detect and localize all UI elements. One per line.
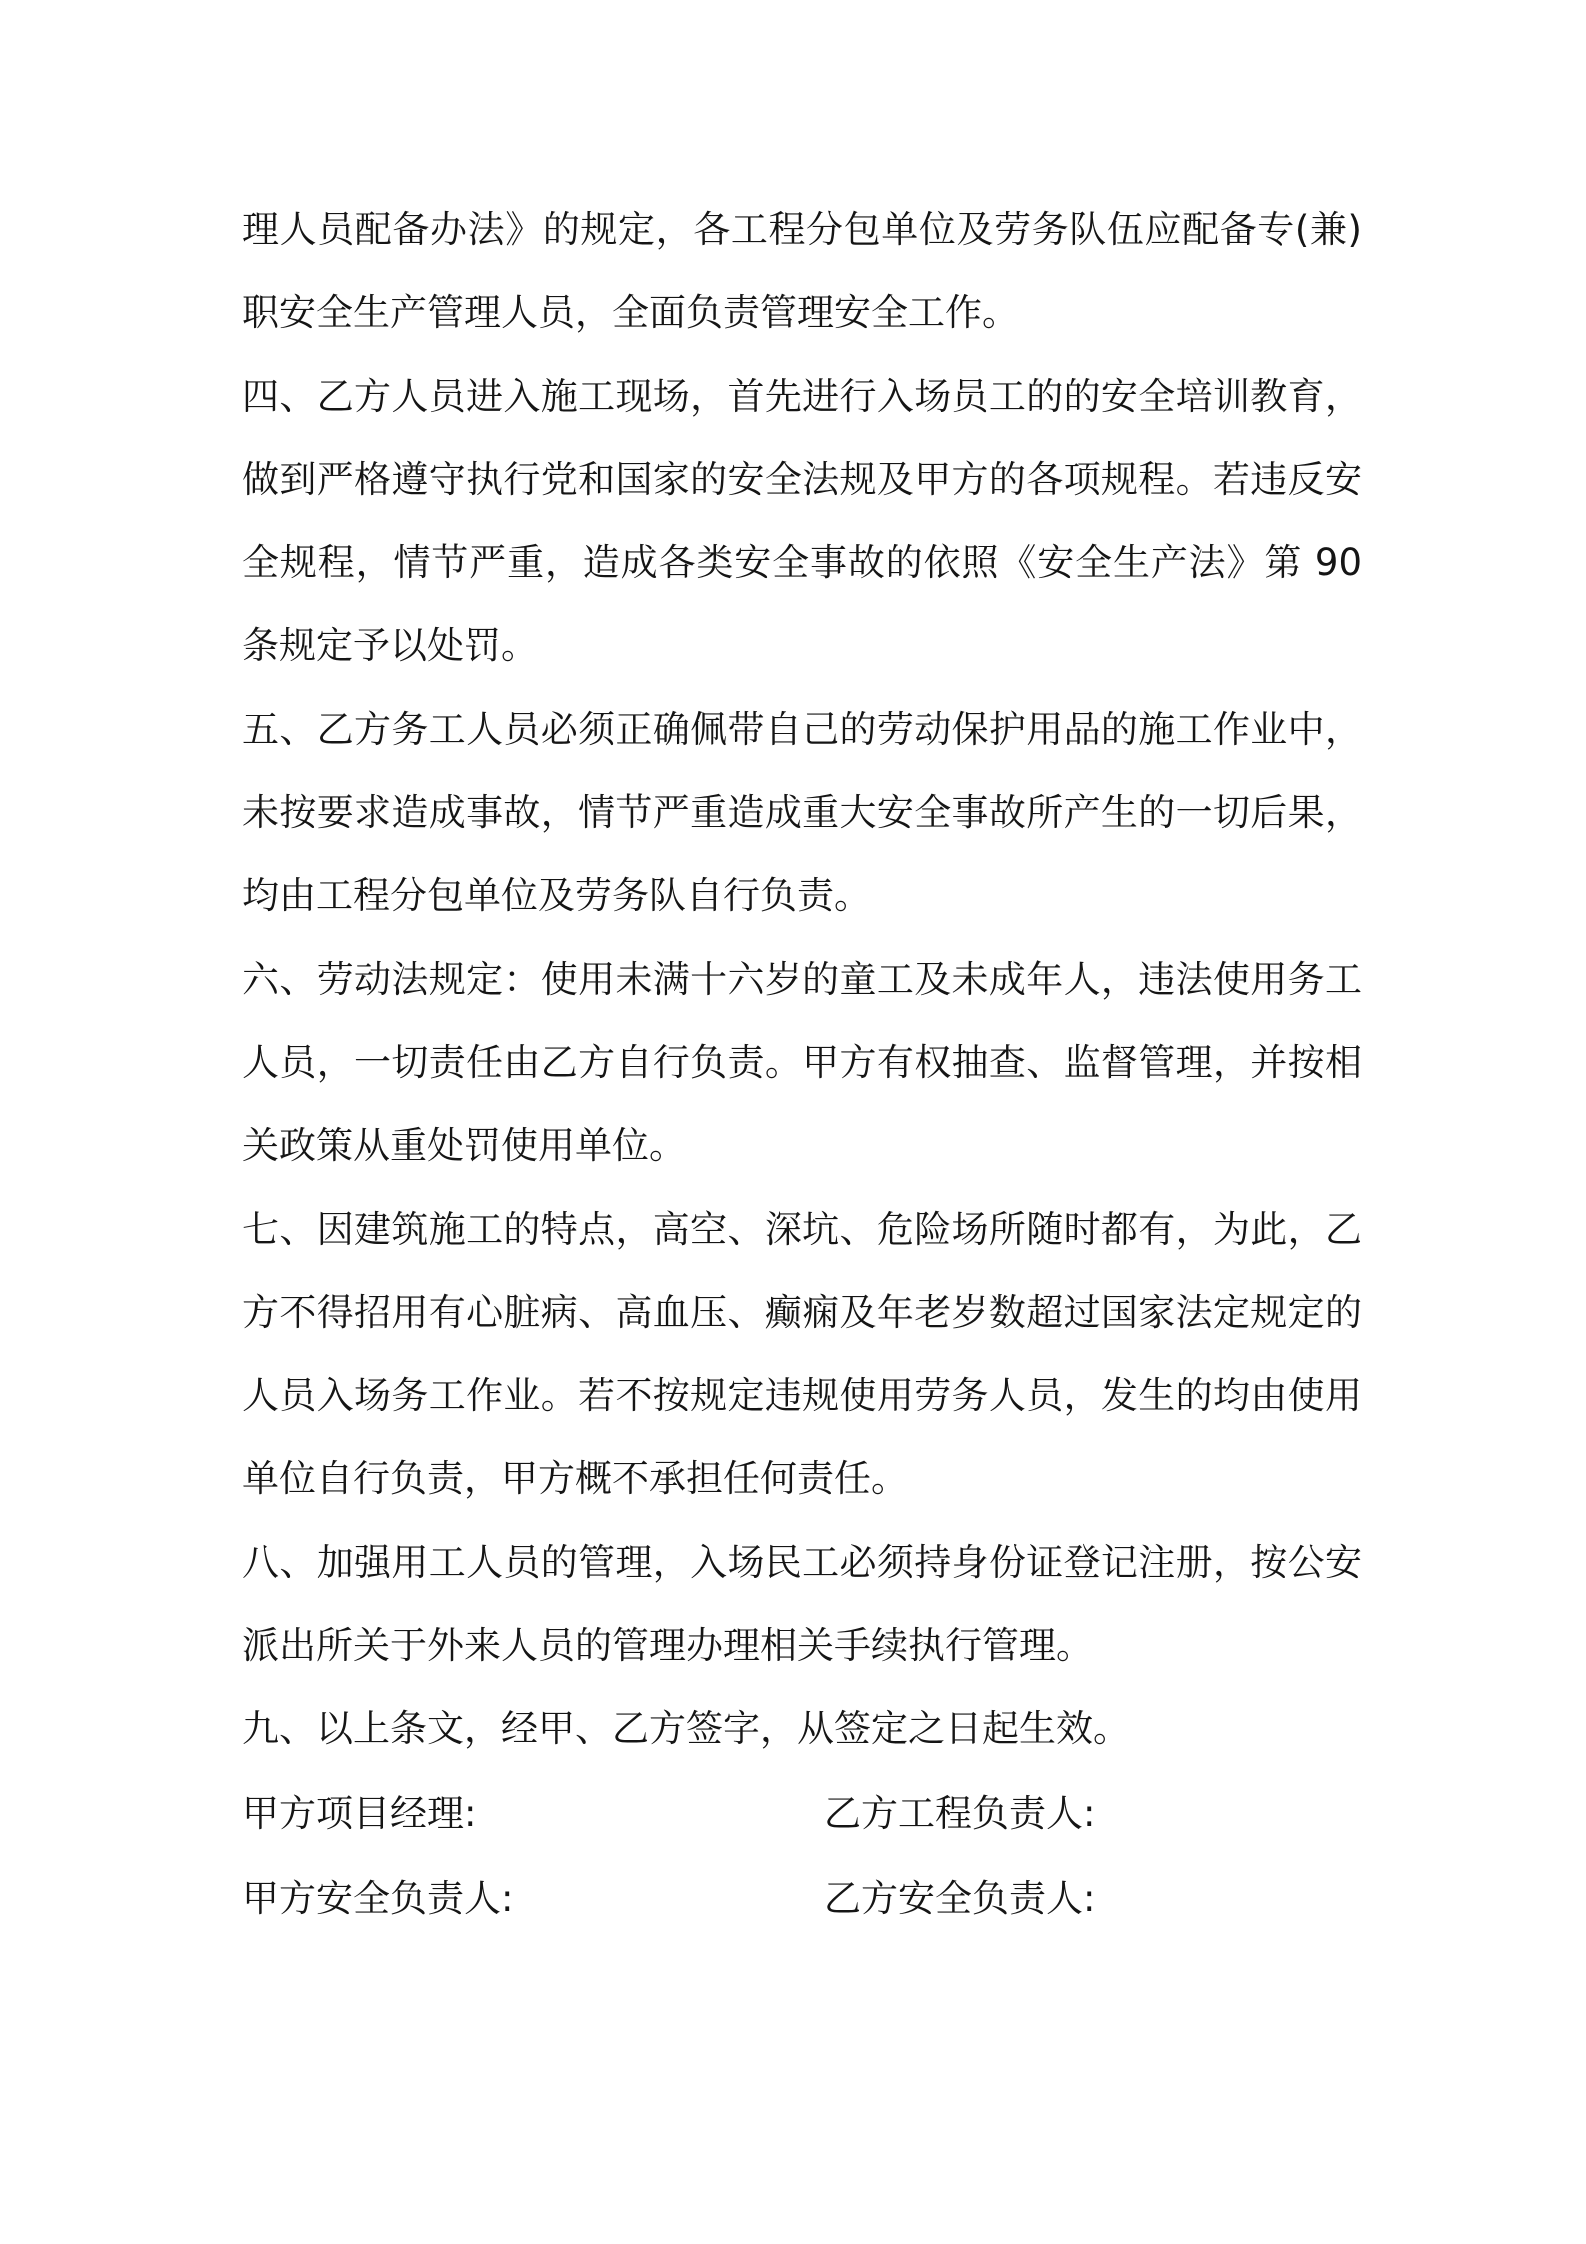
body-line-5: 全规程，情节严重，造成各类安全事故的依照《安全生产法》第 90 [242,541,1362,585]
signature-row-1 [242,1771,1362,1856]
body-line-15: 人员入场务工作业。若不按规定违规使用劳务人员，发生的均由使用 [242,1374,1362,1418]
body-line-16: 单位自行负责，甲方概不承担任何责任。 [242,1457,908,1501]
body-line-19: 九、以上条文，经甲、乙方签字，从签定之日起生效。 [242,1707,1130,1751]
body-line-7: 五、乙方务工人员必须正确佩带自己的劳动保护用品的施工作业中， [242,707,1362,751]
body-line-13: 七、因建筑施工的特点，高空、深坑、危险场所随时都有，为此，乙 [242,1207,1362,1251]
body-line-9: 均由工程分包单位及劳务队自行负责。 [242,874,871,918]
body-line-1: 理人员配备办法》的规定，各工程分包单位及劳务队伍应配备专(兼) [242,208,1362,251]
body-line-17: 八、加强用工人员的管理，入场民工必须持身份证登记注册，按公安 [242,1540,1362,1584]
body-line-4: 做到严格遵守执行党和国家的安全法规及甲方的各项规程。若违反安 [242,457,1362,501]
body-line-10: 六、劳动法规定：使用未满十六岁的童工及未成年人，违法使用务工 [242,957,1362,1001]
party-a-safety-lead-label: 甲方安全负责人: [242,1877,514,1920]
body-line-3: 四、乙方人员进入施工现场，首先进行入场员工的的安全培训教育， [242,374,1362,418]
body-line-2: 职安全生产管理人员，全面负责管理安全工作。 [242,291,1019,335]
body-line-8: 未按要求造成事故，情节严重造成重大安全事故所产生的一切后果， [242,791,1362,835]
body-line-6: 条规定予以处罚。 [242,624,538,668]
party-b-safety-lead-label: 乙方安全负责人: [824,1877,1096,1920]
party-a-project-manager-label: 甲方项目经理: [242,1792,477,1835]
body-line-18: 派出所关于外来人员的管理办理相关手续执行管理。 [242,1624,1093,1668]
signature-row-2 [242,1856,1362,1941]
party-b-project-lead-label: 乙方工程负责人: [824,1792,1096,1835]
document-body [242,188,1362,1771]
body-line-11: 人员，一切责任由乙方自行负责。甲方有权抽查、监督管理，并按相 [242,1040,1362,1084]
body-line-12: 关政策从重处罚使用单位。 [242,1124,686,1168]
signature-block [242,1771,1362,1941]
body-line-14: 方不得招用有心脏病、高血压、癫痫及年老岁数超过国家法定规定的 [242,1290,1362,1334]
